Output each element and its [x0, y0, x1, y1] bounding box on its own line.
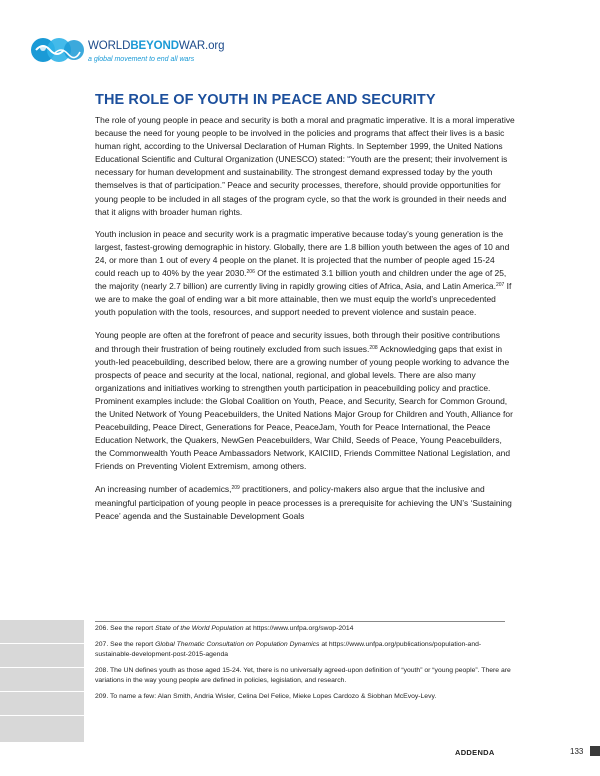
- margin-block: [0, 620, 84, 643]
- footnote-207: [95, 640, 515, 660]
- paragraph-4-text-b: practitioners, and policy-makers also argue that the inclusive and meaningful participation of young people in peace processes is a prerequisite for achieving the UN’s ‘Sustaining Peace’ agenda and the Sustainable Development Goals: [95, 484, 512, 521]
- footnote-206: [95, 624, 515, 634]
- margin-block: [0, 692, 84, 715]
- footnote-209: [95, 692, 515, 702]
- paragraph-3: [95, 329, 515, 473]
- footnote-link[interactable]: at https://www.unfpa.org/swop-2014: [243, 625, 354, 632]
- paragraph-2: [95, 228, 515, 320]
- footnote-number: 207.: [95, 641, 109, 648]
- paragraph-1: The role of young people in peace and security is both a moral and pragmatic imperative. It is a moral imperative because the need for young people to be involved in the policies and programs that affect their lives is a basic human right, according to the Universal Declaration of Human Rights. In September 1999, the United Nations Educational Scientific and Cultural Organization (UNESCO) stated: “Youth are the present; their involvement is necessary for human development and sustainability. The strongest demand expressed today by the youth themselves is that of participation.” Peace and security processes, therefore, should provide opportunities for young people to be included in all stages of the program cycle, so that the work is grounded in their needs and that it aligns with broader human rights.: [95, 115, 515, 217]
- footnote-208: [95, 666, 515, 686]
- footnote-ref-208[interactable]: 208: [369, 344, 378, 351]
- paragraph-2-text-a: Youth inclusion in peace and security work is a pragmatic imperative because today’s young generation is the largest, fastest-growing demographic in history. Globally, there are 1.8 billion youth between the ages of 10 and 24, or more than 1 out of every 4 people on the planet. It is projected that the number of people aged 15-24 could reach up to 40% by the year 2030.: [95, 228, 510, 279]
- footnote-ref-207[interactable]: 207: [495, 282, 505, 289]
- paragraph-2-text-c: If we are to make the goal of ending war a bit more attainable, then we must equip the world’s unprecedented youth population with the tools, resources, and support needed to prevent violence and sustain peace.: [95, 281, 512, 318]
- footnote-title: State of the World Population: [155, 625, 244, 632]
- brand-part-war: WAR.org: [178, 40, 225, 52]
- paragraph-3-text-b: Acknowledging gaps that exist in youth-led peacebuilding, described below, there are a growing number of young people working to advance the prospects of peace and security at the local, national, regional, and global levels. There are also many organizations and initiatives working to strengthen youth participation in peacebuilding policy and practice. Prominent examples include: the Global Coalition on Youth, Peace, and Security, Search for Common Ground, the United Network of Young Peacebuilders, the United Nations Major Group for Children and Youth, Alliance for Peacebuilding, Peace Direct, Generations for Peace, PeaceJam, Youth for Peace International, the Peace Education Network, the Quakers, NewGen Peacebuilders, War Child, Seeds of Peace, Young Peacebuilders, the Commonwealth Youth Peace Ambassadors Network, KAICIID, Friends Committee National Legislation, and Friends on Preventing Violent Extremism, among others.: [95, 343, 513, 472]
- footnote-link[interactable]: at https://www.unfpa.org/publications/population-and-sustainable-development-post-2015-agenda: [95, 641, 482, 658]
- brand-part-world: WORLD: [88, 40, 131, 52]
- footnote-text: See the report: [110, 641, 156, 648]
- footnote-number: 206.: [95, 625, 109, 632]
- footnote-number: 208.: [95, 667, 109, 674]
- section-label: ADDENDA: [455, 748, 495, 757]
- paragraph-2-text-b: Of the estimated 3.1 billion youth and children under the age of 25, the majority (nearly 2.7 billion) are currently living in rapidly growing cities of Africa, Asia, and Latin America.: [95, 268, 507, 292]
- margin-block: [0, 716, 84, 742]
- footnote-text: See the report: [110, 625, 156, 632]
- brand-part-beyond: BEYOND: [130, 40, 179, 52]
- world-beyond-war-logo[interactable]: [30, 34, 330, 74]
- brand-name: [88, 40, 224, 52]
- margin-block: [0, 644, 84, 667]
- brand-tagline: a global movement to end all wars: [88, 56, 195, 63]
- footnote-ref-206[interactable]: 206: [246, 269, 255, 276]
- margin-block: [0, 668, 84, 691]
- footnotes: [95, 624, 515, 708]
- page-tab-marker: [590, 746, 600, 756]
- globe-logo-icon: [30, 34, 86, 74]
- footnote-text: The UN defines youth as those aged 15-24. Yet, there is no universally agreed-upon definition of “youth” or “young people”. There are variations in the way young people are defined in policies, legislation, and research.: [95, 667, 511, 684]
- footnote-ref-209[interactable]: 209: [231, 485, 240, 492]
- paragraph-4: [95, 483, 515, 522]
- footnote-title: Global Thematic Consultation on Population Dynamics: [155, 641, 320, 648]
- footnote-divider: [95, 621, 505, 622]
- paragraph-3-text-a: Young people are often at the forefront of peace and security issues, both through their positive contributions and through their frustration of being routinely excluded from such issues.: [95, 330, 500, 354]
- page-number: 133: [570, 747, 584, 756]
- page-title: THE ROLE OF YOUTH IN PEACE AND SECURITY: [95, 92, 436, 108]
- body-text: [95, 114, 515, 533]
- footnote-number: 209.: [95, 693, 109, 700]
- paragraph-4-text-a: An increasing number of academics,: [95, 484, 232, 495]
- footnote-text: To name a few: Alan Smith, Andria Wisler, Celina Del Felice, Mieke Lopes Cardozo & Siobhan McEvoy-Levy.: [110, 693, 437, 700]
